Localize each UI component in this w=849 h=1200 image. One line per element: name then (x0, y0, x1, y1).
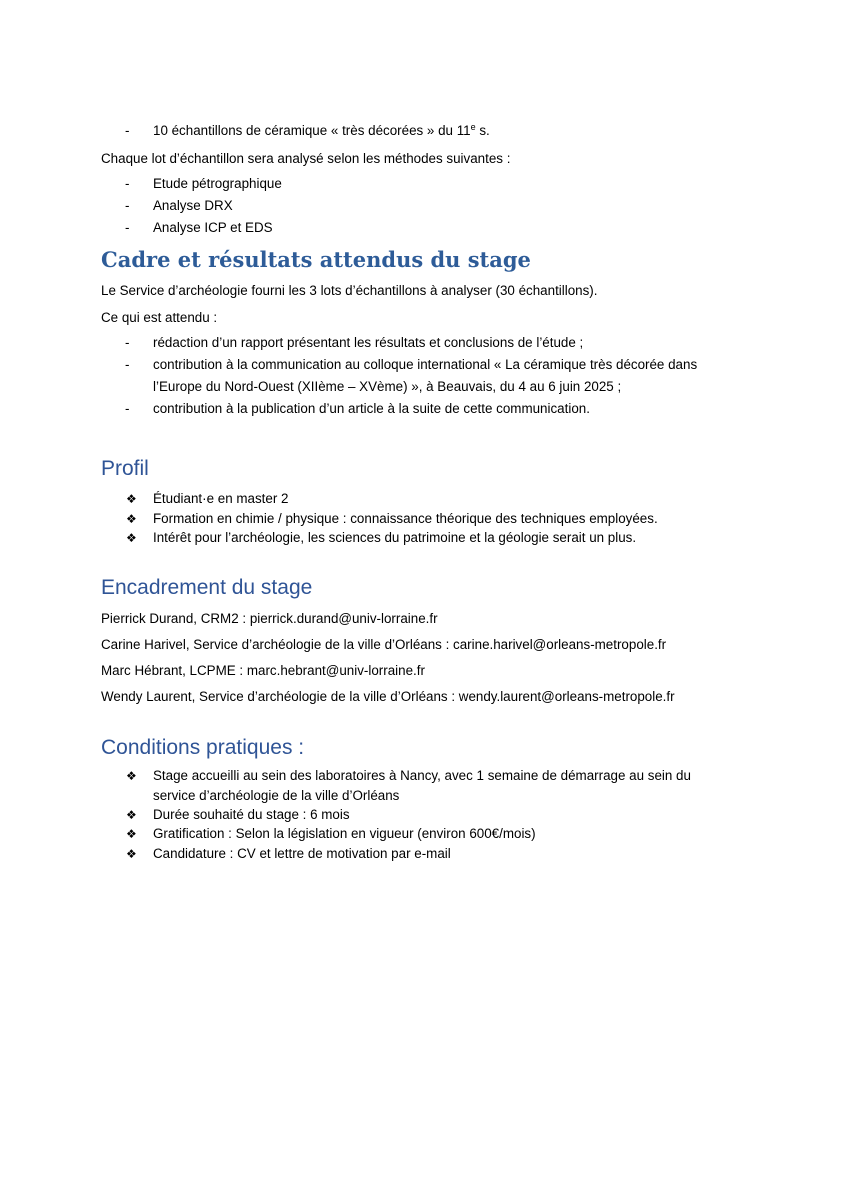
diamond-bullet-icon: ❖ (126, 531, 137, 545)
cadre-item: rédaction d’un rapport présentant les résultats et conclusions de l’étude ; (153, 335, 584, 350)
conditions-item: Stage accueilli au sein des laboratoires à Nancy, avec 1 semaine de démarrage au sein du (153, 768, 691, 783)
list-dash: - (125, 123, 130, 138)
diamond-bullet-icon: ❖ (126, 769, 137, 783)
diamond-bullet-icon: ❖ (126, 492, 137, 506)
profil-item: Intérêt pour l’archéologie, les sciences du patrimoine et la géologie serait un plus. (153, 530, 637, 545)
section-title-conditions: Conditions pratiques : (101, 736, 305, 759)
method-item: Analyse DRX (153, 198, 233, 213)
encadrement-contact: Marc Hébrant, LCPME : marc.hebrant@univ-lorraine.fr (101, 663, 425, 678)
cadre-paragraph: Ce qui est attendu : (101, 310, 218, 325)
list-item-ceramique: 10 échantillons de céramique « très décorées » du 11e s. (153, 122, 490, 138)
conditions-item: Candidature : CV et lettre de motivation par e-mail (153, 846, 451, 861)
profil-item: Étudiant·e en master 2 (153, 491, 289, 506)
conditions-item-continuation: service d’archéologie de la ville d’Orléans (153, 788, 400, 803)
profil-item: Formation en chimie / physique : connaissance théorique des techniques employées. (153, 511, 658, 526)
list-dash: - (125, 198, 130, 213)
cadre-paragraph: Le Service d’archéologie fourni les 3 lots d’échantillons à analyser (30 échantillons). (101, 283, 598, 298)
section-title-profil: Profil (101, 457, 149, 480)
methods-intro: Chaque lot d’échantillon sera analysé selon les méthodes suivantes : (101, 151, 511, 166)
diamond-bullet-icon: ❖ (126, 847, 137, 861)
cadre-item-continuation: l’Europe du Nord-Ouest (XIIème – XVème) », à Beauvais, du 4 au 6 juin 2025 ; (153, 379, 622, 394)
method-item: Etude pétrographique (153, 176, 282, 191)
encadrement-contact: Wendy Laurent, Service d’archéologie de la ville d’Orléans : wendy.laurent@orleans-metropole.fr (101, 689, 675, 704)
section-title-encadrement: Encadrement du stage (101, 576, 313, 599)
diamond-bullet-icon: ❖ (126, 512, 137, 526)
conditions-item: Durée souhaité du stage : 6 mois (153, 807, 350, 822)
diamond-bullet-icon: ❖ (126, 827, 137, 841)
encadrement-contact: Carine Harivel, Service d’archéologie de la ville d’Orléans : carine.harivel@orleans-metropole.fr (101, 637, 667, 652)
encadrement-contact: Pierrick Durand, CRM2 : pierrick.durand@univ-lorraine.fr (101, 611, 438, 626)
list-dash: - (125, 357, 130, 372)
cadre-item: contribution à la publication d’un article à la suite de cette communication. (153, 401, 590, 416)
cadre-item: contribution à la communication au colloque international « La céramique très décorée dans (153, 357, 698, 372)
section-title-cadre: Cadre et résultats attendus du stage (101, 247, 531, 272)
list-dash: - (125, 176, 130, 191)
list-dash: - (125, 401, 130, 416)
method-item: Analyse ICP et EDS (153, 220, 273, 235)
list-dash: - (125, 220, 130, 235)
diamond-bullet-icon: ❖ (126, 808, 137, 822)
list-dash: - (125, 335, 130, 350)
conditions-item: Gratification : Selon la législation en vigueur (environ 600€/mois) (153, 826, 536, 841)
